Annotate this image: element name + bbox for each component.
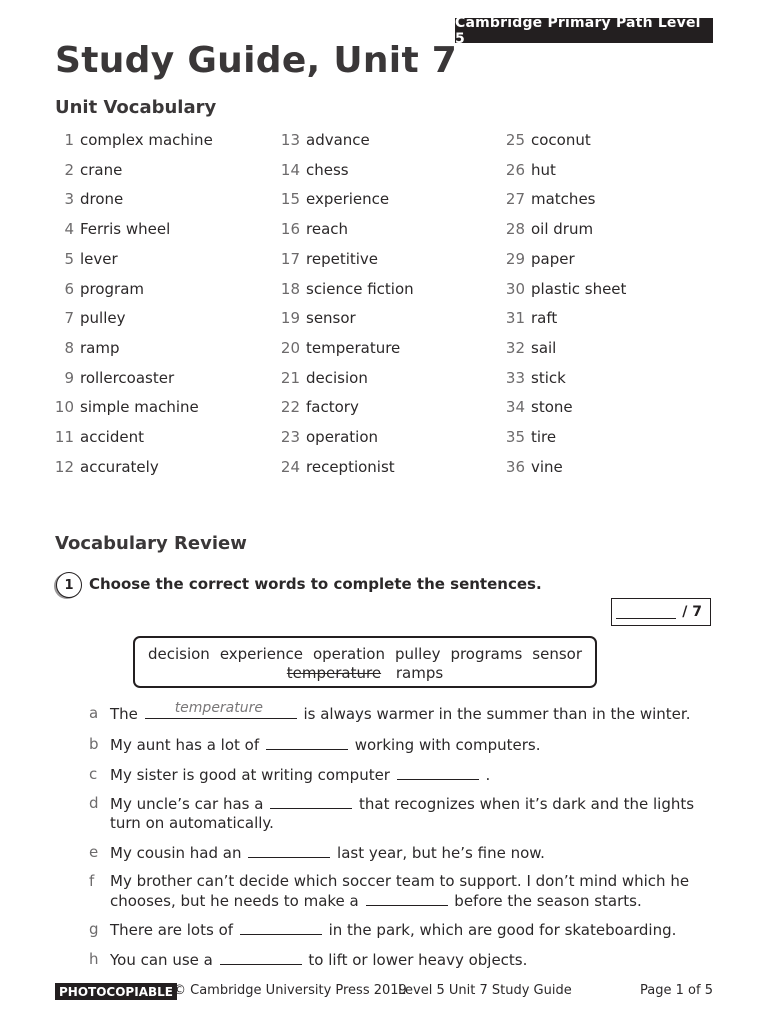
vocab-word: hut	[531, 160, 556, 179]
sentence-end: before the season starts.	[454, 892, 642, 910]
vocab-word: complex machine	[80, 131, 213, 149]
vocab-word: operation	[306, 428, 379, 446]
vocab-item	[64, 131, 213, 149]
sentence-start: My brother can’t decide which soccer team to support. I don’t mind which he chooses, but he needs to make a	[110, 872, 690, 910]
vocab-item	[505, 309, 558, 328]
question-sentence	[110, 920, 720, 940]
vocab-number: 10	[54, 398, 74, 417]
vocab-number: 25	[505, 131, 525, 149]
vocab-item	[280, 309, 356, 328]
vocab-word: experience	[306, 190, 390, 209]
vocab-word: simple machine	[80, 398, 199, 417]
vocab-word: oil drum	[531, 220, 594, 239]
sentence-start: The	[110, 705, 138, 723]
vocab-word: program	[80, 279, 145, 298]
vocab-number: 20	[280, 338, 300, 357]
answer-blank[interactable]	[270, 794, 352, 809]
vocab-word: paper	[531, 249, 575, 268]
vocab-number: 15	[280, 190, 300, 209]
vocab-item	[280, 338, 401, 357]
vocab-item	[54, 398, 199, 417]
question-letter: b	[89, 735, 99, 753]
vocabulary-heading: Unit Vocabulary	[55, 97, 217, 118]
vocab-word: decision	[306, 368, 368, 387]
photocopiable-tag: PHOTOCOPIABLE	[55, 983, 177, 1000]
vocab-word: drone	[80, 190, 124, 209]
vocab-item	[505, 428, 557, 446]
vocab-item	[64, 279, 145, 298]
question-letter: e	[89, 843, 99, 861]
vocab-item	[505, 160, 556, 179]
vocab-word: pulley	[80, 309, 126, 328]
sentence-start: You can use a	[110, 951, 213, 969]
vocab-number: 19	[280, 309, 300, 328]
vocab-item	[280, 398, 359, 417]
vocab-item	[505, 368, 566, 387]
answer-blank[interactable]	[240, 920, 322, 935]
sentence-start: My aunt has a lot of	[110, 736, 260, 754]
vocab-item	[280, 279, 414, 298]
vocab-number: 28	[505, 220, 525, 239]
vocab-number: 3	[64, 190, 74, 209]
vocab-number: 5	[64, 249, 74, 268]
score-blank[interactable]	[616, 606, 676, 619]
vocab-word: plastic sheet	[531, 279, 627, 298]
series-banner: Cambridge Primary Path Level 5	[455, 18, 713, 43]
vocab-number: 8	[64, 338, 74, 357]
vocab-number: 36	[505, 457, 525, 476]
answer-blank[interactable]	[397, 765, 479, 780]
vocab-item	[64, 249, 118, 268]
word-bank-word: pulley	[394, 645, 441, 663]
vocab-number: 14	[280, 160, 300, 179]
answer-blank[interactable]	[220, 950, 302, 965]
word-bank-line-2	[135, 664, 595, 683]
sentence-start: My sister is good at writing computer	[110, 766, 390, 784]
sentence-end: is always warmer in the summer than in the winter.	[303, 705, 691, 723]
vocab-number: 12	[54, 457, 74, 476]
score-total: / 7	[682, 604, 702, 620]
vocab-word: stick	[531, 368, 566, 387]
vocab-number: 16	[280, 220, 300, 239]
vocab-item	[64, 190, 124, 209]
guide-label: Level 5 Unit 7 Study Guide	[398, 983, 572, 998]
vocab-word: ramp	[80, 338, 120, 357]
question-letter: h	[89, 950, 99, 968]
vocab-word: receptionist	[306, 457, 395, 476]
vocab-number: 9	[64, 368, 74, 387]
vocab-item	[280, 131, 370, 149]
vocab-word: rollercoaster	[80, 368, 175, 387]
vocab-number: 26	[505, 160, 525, 179]
sentence-end: .	[485, 766, 491, 784]
vocab-number: 21	[280, 368, 300, 387]
vocab-word: chess	[306, 160, 349, 179]
word-bank-word: decision	[147, 645, 210, 663]
sentence-end: in the park, which are good for skateboarding.	[328, 921, 677, 939]
vocab-item	[280, 368, 368, 387]
sentence-start: There are lots of	[110, 921, 234, 939]
question-sentence	[110, 700, 720, 724]
vocab-number: 29	[505, 249, 525, 268]
vocab-number: 31	[505, 309, 525, 328]
question-letter: g	[89, 920, 99, 938]
question-letter: a	[89, 704, 99, 722]
review-heading: Vocabulary Review	[55, 533, 247, 554]
vocab-number: 17	[280, 249, 300, 268]
sentence-end: that recognizes when it’s dark and the lights turn on automatically.	[110, 795, 695, 832]
vocab-item	[64, 368, 175, 387]
vocab-item	[505, 279, 627, 298]
answer-blank[interactable]	[145, 700, 297, 719]
example-answer: temperature	[174, 700, 263, 716]
vocab-item	[54, 457, 159, 476]
vocab-word: matches	[531, 190, 596, 209]
vocab-item	[505, 190, 596, 209]
sentence-end: to lift or lower heavy objects.	[308, 951, 528, 969]
vocab-number: 6	[64, 279, 74, 298]
word-bank	[133, 636, 597, 688]
vocab-number: 34	[505, 398, 525, 417]
question-sentence	[110, 794, 720, 833]
page-title: Study Guide, Unit 7	[55, 40, 458, 81]
vocab-number: 32	[505, 338, 525, 357]
vocab-word: accurately	[80, 457, 159, 476]
vocab-item	[280, 249, 379, 268]
vocab-word: accident	[80, 428, 144, 446]
question-letter: c	[89, 765, 98, 783]
vocab-item	[280, 220, 349, 239]
vocab-word: coconut	[531, 131, 591, 149]
vocab-number: 35	[505, 428, 525, 446]
vocab-item	[64, 160, 123, 179]
vocab-item	[280, 457, 395, 476]
vocab-item	[505, 249, 575, 268]
question-letter: d	[89, 794, 99, 812]
vocab-word: science fiction	[306, 279, 414, 298]
word-bank-word: sensor	[532, 645, 583, 663]
question-sentence	[110, 843, 720, 863]
vocab-number: 7	[64, 309, 74, 328]
vocab-number: 30	[505, 279, 525, 298]
vocab-word: temperature	[306, 338, 401, 357]
vocab-number: 24	[280, 457, 300, 476]
vocab-word: vine	[531, 457, 563, 476]
sentence-end: working with computers.	[354, 736, 541, 754]
vocab-item	[505, 131, 591, 149]
question-sentence	[110, 765, 720, 785]
page-number: Page 1 of 5	[640, 983, 713, 998]
vocab-word: factory	[306, 398, 359, 417]
vocab-word: sail	[531, 338, 557, 357]
vocab-number: 22	[280, 398, 300, 417]
vocab-item	[505, 220, 594, 239]
vocab-number: 33	[505, 368, 525, 387]
word-bank-word: programs	[450, 645, 523, 663]
answer-blank[interactable]	[266, 735, 348, 750]
word-bank-word: ramps	[395, 664, 444, 682]
exercise-instruction: Choose the correct words to complete the sentences.	[89, 575, 542, 593]
vocab-word: lever	[80, 249, 118, 268]
question-letter: f	[89, 872, 95, 890]
vocab-item	[64, 309, 126, 328]
vocab-number: 27	[505, 190, 525, 209]
vocab-word: raft	[531, 309, 558, 328]
vocab-number: 18	[280, 279, 300, 298]
vocab-number: 1	[64, 131, 74, 149]
sentence-start: My uncle’s car has a	[110, 795, 264, 813]
answer-blank[interactable]	[366, 891, 448, 906]
vocab-item	[54, 428, 144, 446]
vocab-word: Ferris wheel	[80, 220, 171, 239]
vocab-number: 23	[280, 428, 300, 446]
question-sentence	[110, 735, 720, 755]
vocab-number: 4	[64, 220, 74, 239]
vocab-item	[280, 190, 390, 209]
sentence-end: last year, but he’s fine now.	[337, 844, 545, 862]
vocab-number: 11	[54, 428, 74, 446]
vocab-item	[505, 457, 563, 476]
vocab-word: repetitive	[306, 249, 379, 268]
vocab-word: sensor	[306, 309, 356, 328]
vocab-number: 2	[64, 160, 74, 179]
answer-blank[interactable]	[248, 843, 330, 858]
word-bank-word: operation	[312, 645, 385, 663]
vocab-item	[505, 338, 557, 357]
vocab-item	[280, 160, 349, 179]
copyright-notice: © Cambridge University Press 2019	[173, 983, 407, 998]
vocab-word: tire	[531, 428, 557, 446]
vocab-word: advance	[306, 131, 370, 149]
vocab-item	[280, 428, 379, 446]
word-bank-line-1	[135, 645, 595, 664]
sentence-start: My cousin had an	[110, 844, 242, 862]
word-bank-word: experience	[219, 645, 303, 663]
vocab-item	[64, 338, 120, 357]
question-sentence	[110, 950, 720, 970]
vocab-number: 13	[280, 131, 300, 149]
word-bank-struck-word: temperature	[286, 664, 382, 682]
question-sentence	[110, 872, 720, 911]
score-box	[611, 598, 711, 626]
vocab-word: reach	[306, 220, 349, 239]
vocab-word: crane	[80, 160, 123, 179]
vocab-item	[64, 220, 171, 239]
vocab-item	[505, 398, 573, 417]
exercise-number-badge: 1	[56, 572, 82, 598]
vocab-word: stone	[531, 398, 573, 417]
